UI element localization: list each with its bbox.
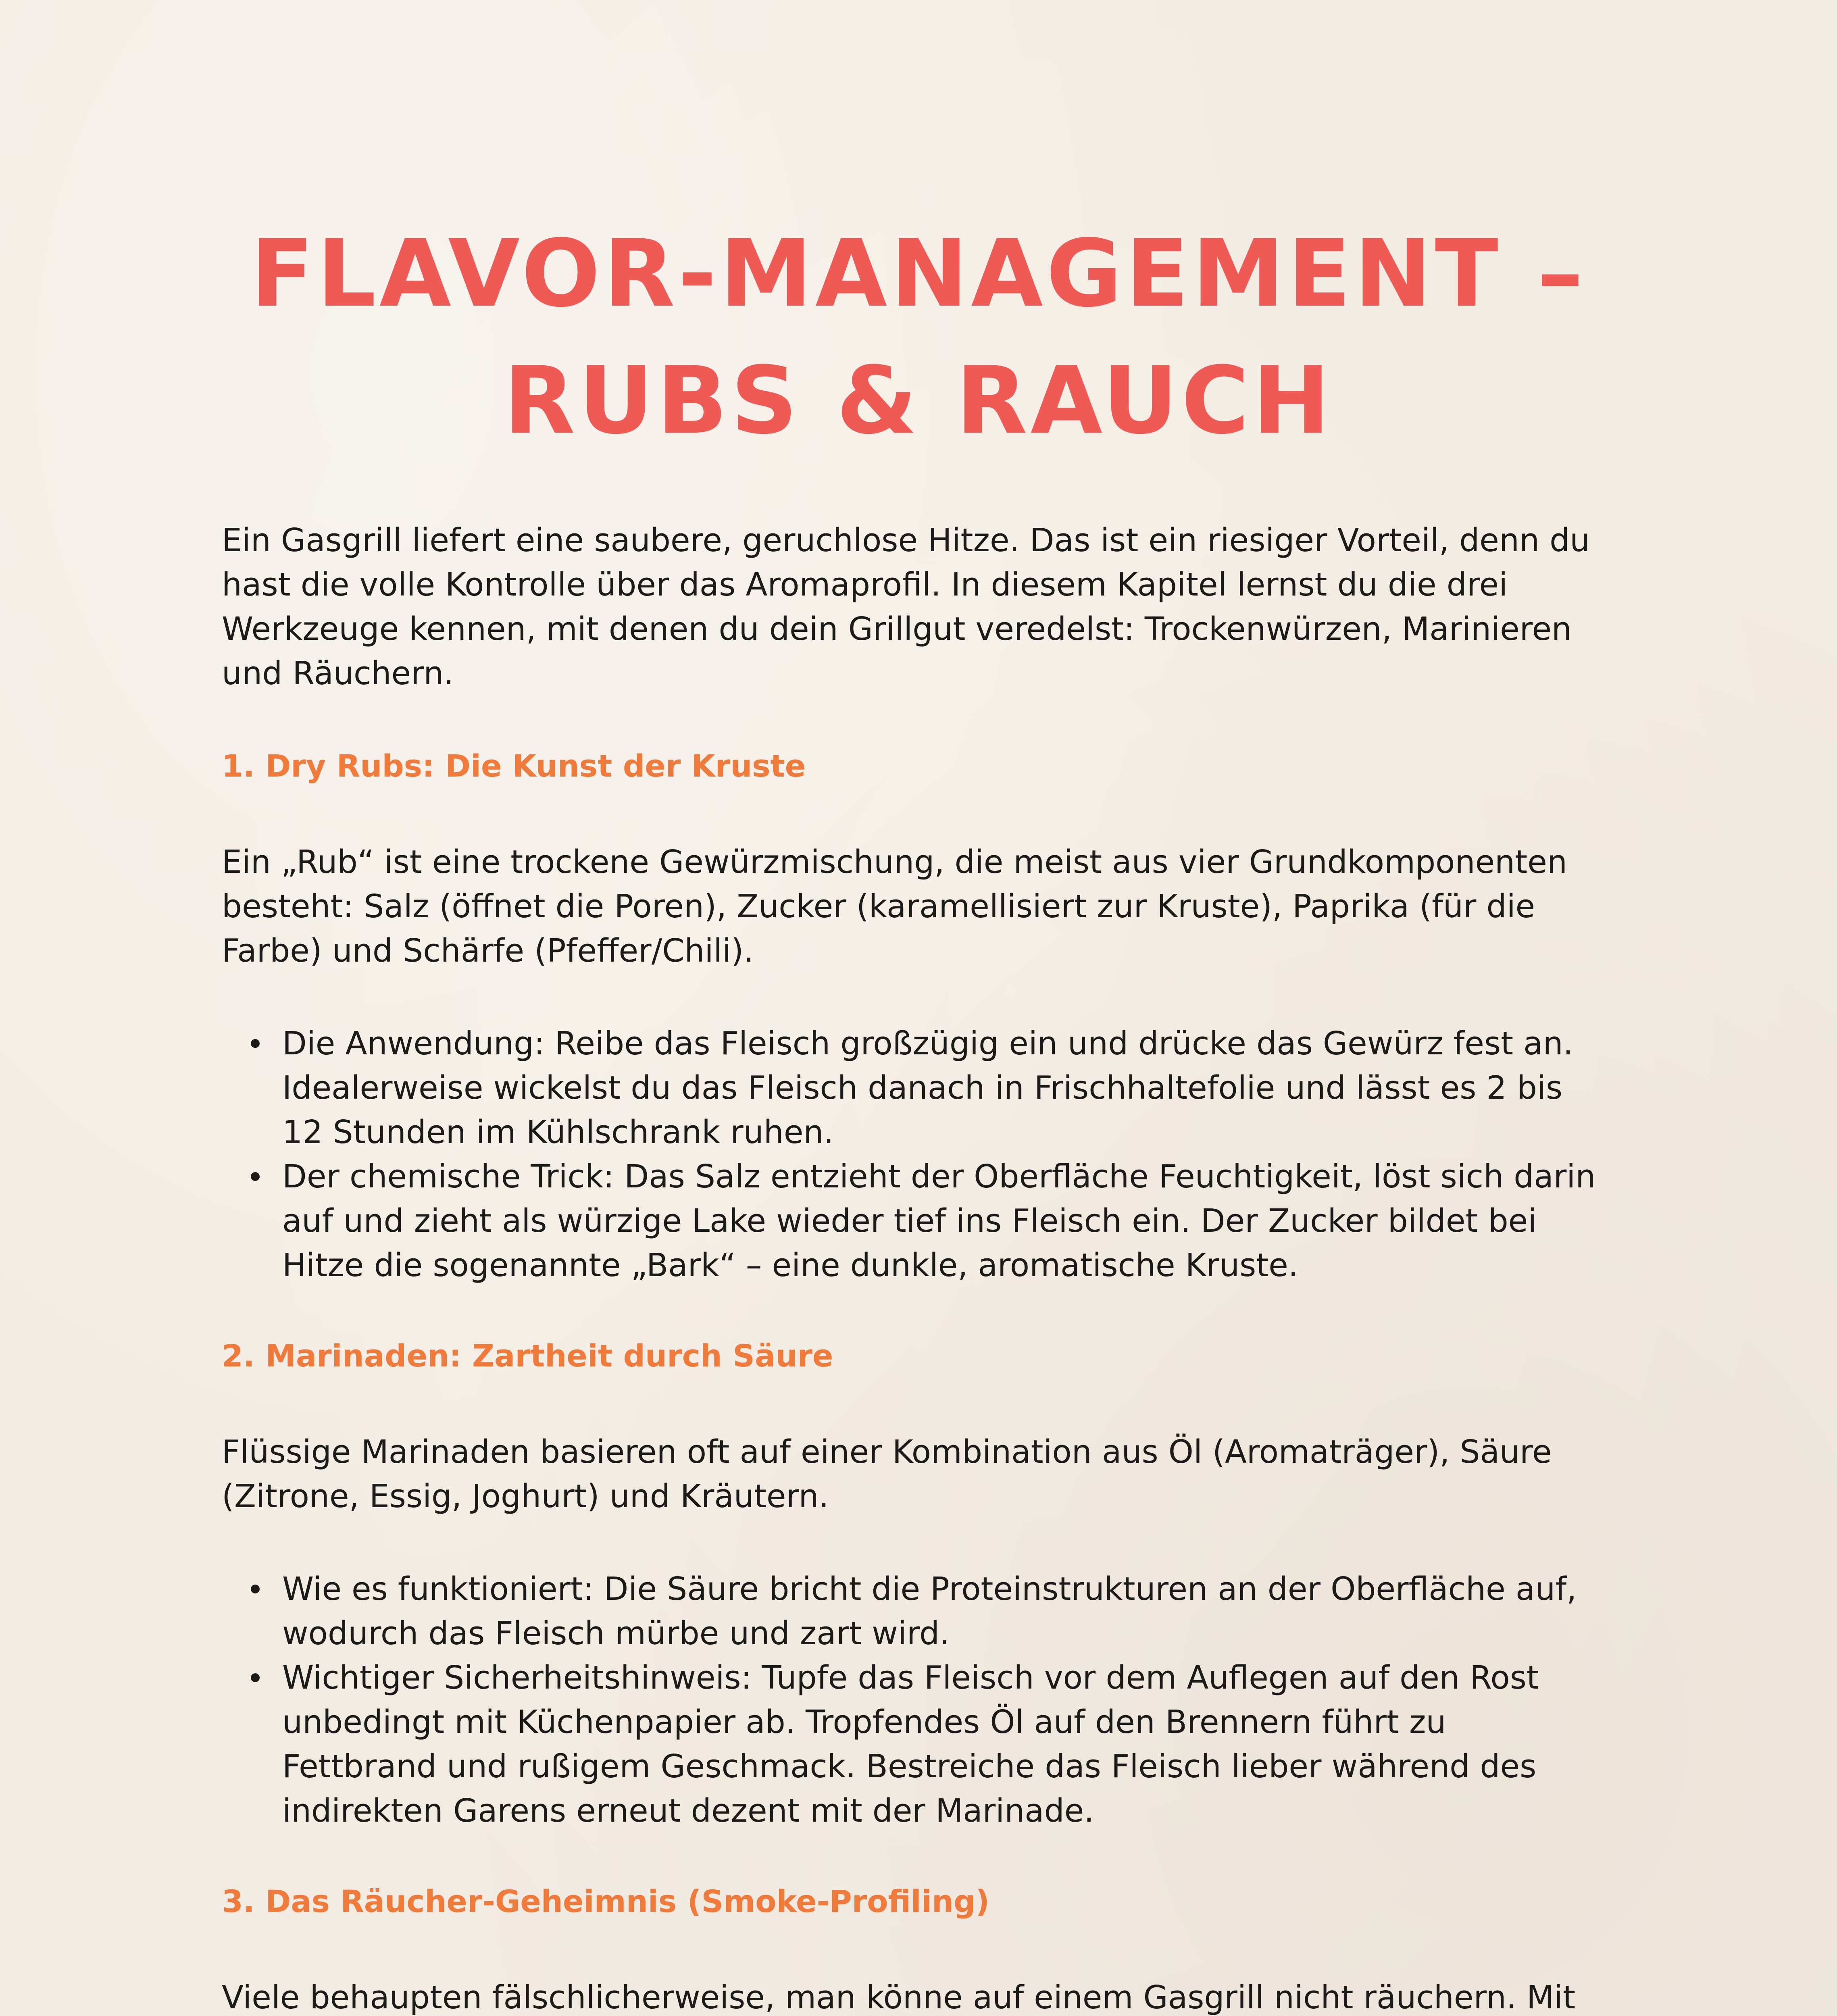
list-item	[222, 1154, 1605, 1287]
section-paragraph-marinaden: Flüssige Marinaden basieren oft auf einer Kombination aus Öl (Aromaträger), Säure (Zitrone, Essig, Joghurt) und Kräutern.	[222, 1433, 1552, 1515]
list-item	[222, 1021, 1605, 1154]
bullet-dot-icon	[251, 1172, 260, 1181]
bullet-list-marinaden	[222, 1567, 1605, 1833]
bullet-list-dry-rubs	[222, 1021, 1605, 1287]
chapter-content	[222, 518, 1605, 2016]
list-item-text: Wichtiger Sicherheitshinweis: Tupfe das Fleisch vor dem Auflegen auf den Rost unbedingt mit Küchenpapier ab. Tropfendes Öl auf den Brennern führt zu Fettbrand und rußigem Geschmack. Bestreiche das Fleisch lieber während des indirekten Garens erneut dezent mit der Marinade.	[282, 1659, 1539, 1829]
section-heading-dry-rubs: 1. Dry Rubs: Die Kunst der Kruste	[222, 748, 806, 784]
page-title-line-1: FLAVOR-MANAGEMENT –	[250, 220, 1587, 328]
list-item-text: Die Anwendung: Reibe das Fleisch großzügig ein und drücke das Gewürz fest an. Idealerweise wickelst du das Fleisch danach in Frischhaltefolie und lässt es 2 bis 12 Stunden im Kühlschrank ruhen.	[282, 1025, 1573, 1151]
bullet-dot-icon	[251, 1673, 260, 1682]
section-paragraph-raeucher: Viele behaupten fälschlicherweise, man könne auf einem Gasgrill nicht räuchern. Mit	[222, 1979, 1576, 2016]
section-heading-marinaden: 2. Marinaden: Zartheit durch Säure	[222, 1338, 833, 1374]
list-item	[222, 1656, 1605, 1833]
intro-paragraph: Ein Gasgrill liefert eine saubere, geruchlose Hitze. Das ist ein riesiger Vorteil, denn du hast die volle Kontrolle über das Aromaprofil. In diesem Kapitel lernst du die drei Werkzeuge kennen, mit denen du dein Grillgut veredelst: Trockenwürzen, Marinieren und Räuchern.	[222, 522, 1590, 692]
list-item	[222, 1567, 1605, 1656]
bullet-dot-icon	[251, 1585, 260, 1593]
section-heading-raeucher: 3. Das Räucher-Geheimnis (Smoke-Profiling)	[222, 1883, 990, 1919]
list-item-text: Wie es funktioniert: Die Säure bricht die Proteinstrukturen an der Oberfläche auf, wodurch das Fleisch mürbe und zart wird.	[282, 1570, 1577, 1652]
bullet-dot-icon	[251, 1039, 260, 1048]
section-paragraph-dry-rubs: Ein „Rub“ ist eine trockene Gewürzmischung, die meist aus vier Grundkomponenten besteht: Salz (öffnet die Poren), Zucker (karamellisiert zur Kruste), Paprika (für die Farbe) und Schärfe (Pfeffer/Chili).	[222, 843, 1567, 969]
page-title-line-2: RUBS & RAUCH	[504, 347, 1333, 455]
list-item-text: Der chemische Trick: Das Salz entzieht der Oberfläche Feuchtigkeit, löst sich darin auf und zieht als würzige Lake wieder tief ins Fleisch ein. Der Zucker bildet bei Hitze die sogenannte „Bark“ – eine dunkle, aromatische Kruste.	[282, 1158, 1596, 1284]
